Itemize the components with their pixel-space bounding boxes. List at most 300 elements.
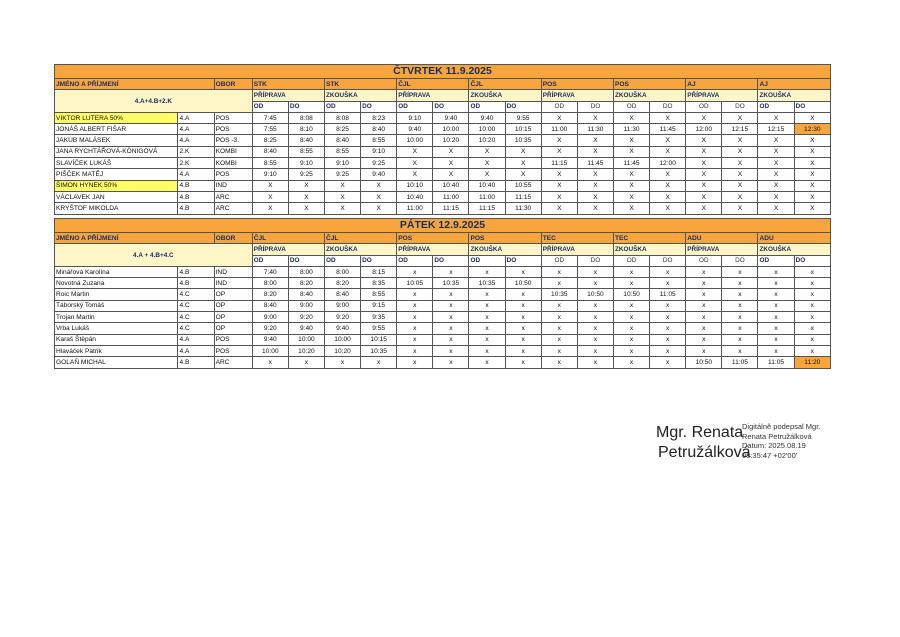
name-column-header: JMÉNO A PŘÍJMENÍ [55,233,215,244]
time-cell: X [613,169,649,180]
time-cell: X [541,146,577,157]
student-class: 4.C [178,300,214,311]
od-header: OD [758,255,794,266]
time-cell: x [541,300,577,311]
time-cell: 8:20 [288,278,324,289]
time-cell: X [361,180,397,191]
time-cell: 8:25 [252,135,288,146]
student-class: 2.K [178,146,214,157]
phase-header: PŘÍPRAVA [686,244,758,255]
student-name: GOLAŇ MICHAL [55,357,178,368]
time-cell: 8:40 [324,289,360,300]
time-cell: x [469,334,505,345]
time-cell: 9:40 [469,112,505,123]
time-cell: 9:25 [361,158,397,169]
student-obor: OP [214,289,252,300]
signature-meta-line: Digitálně podepsal Mgr. [742,422,821,431]
time-cell: 8:55 [324,146,360,157]
time-cell: x [252,357,288,368]
day-title-row [55,219,831,233]
time-cell: 8:08 [288,112,324,123]
student-obor: POS [214,169,252,180]
time-cell: x [433,312,469,323]
time-cell: x [577,312,613,323]
student-row [55,278,831,289]
do-header: DO [288,255,324,266]
od-header: OD [252,101,288,112]
time-cell: 8:00 [252,278,288,289]
time-cell: 12:00 [686,124,722,135]
time-cell: 10:00 [397,135,433,146]
time-cell: 10:15 [361,334,397,345]
student-name: PIŠČEK MATĚJ [55,169,178,180]
student-obor: OP [214,323,252,334]
od-header: OD [397,255,433,266]
student-row [55,169,831,180]
phase-header: PŘÍPRAVA [686,90,758,101]
do-header: DO [505,101,541,112]
time-cell: x [505,345,541,356]
time-cell: X [613,135,649,146]
time-cell: X [288,180,324,191]
time-cell: 10:00 [469,124,505,135]
time-cell: 11:30 [505,203,541,214]
student-name: JANA RYCHTÁŘOVÁ-KÖNIGOVÁ [55,146,178,157]
do-header: DO [577,101,613,112]
subject-header: STK [252,79,324,90]
time-cell: x [794,300,830,311]
student-name: KRYŠTOF MIKOLDA [55,203,178,214]
subject-header: ČJL [324,233,396,244]
student-class: 4.A [178,135,214,146]
time-cell: 8:55 [361,289,397,300]
time-cell: x [541,357,577,368]
time-cell: x [433,345,469,356]
od-header: OD [686,255,722,266]
time-cell: 10:50 [613,289,649,300]
time-cell: x [758,278,794,289]
time-cell: x [686,278,722,289]
time-cell: 11:05 [758,357,794,368]
do-header: DO [505,255,541,266]
time-cell: 10:35 [505,135,541,146]
time-cell: X [541,112,577,123]
od-header: OD [613,101,649,112]
time-cell: x [433,289,469,300]
student-name: VIKTOR LUTERA 50% [55,112,178,123]
time-cell: 12:15 [758,124,794,135]
time-cell: 12:15 [722,124,758,135]
phase-header-row [55,90,831,101]
time-cell: x [722,289,758,300]
time-cell: x [361,357,397,368]
student-obor: OP [214,300,252,311]
time-cell: X [577,169,613,180]
subject-header: POS [541,79,613,90]
time-cell: 10:20 [469,135,505,146]
time-cell: x [686,300,722,311]
od-header: OD [541,101,577,112]
student-row [55,289,831,300]
time-cell: X [541,180,577,191]
student-class: 4.C [178,323,214,334]
time-cell: 9:15 [361,300,397,311]
time-cell: x [613,266,649,277]
time-cell: X [722,135,758,146]
time-cell: x [650,312,686,323]
time-cell: X [650,146,686,157]
phase-header: PŘÍPRAVA [252,244,324,255]
student-name: Roic Martin [55,289,178,300]
time-cell: 9:40 [433,112,469,123]
time-cell: x [758,300,794,311]
time-cell: 11:00 [469,191,505,202]
time-cell: X [794,169,830,180]
time-cell: X [650,203,686,214]
subject-header-row [55,79,831,90]
time-cell: x [541,278,577,289]
time-cell: 8:40 [324,135,360,146]
time-cell: x [686,345,722,356]
time-cell: X [469,146,505,157]
do-header: DO [288,101,324,112]
time-cell: 8:55 [361,135,397,146]
student-row [55,334,831,345]
time-cell: 9:40 [288,323,324,334]
time-cell: 9:10 [324,158,360,169]
time-cell: X [794,191,830,202]
time-cell: x [541,312,577,323]
time-cell: x [397,323,433,334]
time-cell: x [650,357,686,368]
time-cell: x [650,266,686,277]
time-cell: 10:00 [433,124,469,135]
time-cell: x [722,345,758,356]
time-cell: x [577,278,613,289]
phase-header-row [55,244,831,255]
time-cell: 10:20 [433,135,469,146]
do-header: DO [577,255,613,266]
time-cell: x [469,345,505,356]
time-cell: 10:15 [505,124,541,135]
signer-name-line2: Petružálková [658,444,751,461]
time-cell: 8:10 [288,124,324,135]
time-cell: 7:40 [252,266,288,277]
time-cell: X [686,146,722,157]
time-cell: x [577,345,613,356]
time-cell: x [650,345,686,356]
time-cell: X [686,191,722,202]
time-cell: 7:55 [252,124,288,135]
time-cell: X [288,203,324,214]
time-cell: 10:00 [288,334,324,345]
time-cell: 7:45 [252,112,288,123]
student-class: 4.B [178,266,214,277]
student-name: VÁCLAVEK JAN [55,191,178,202]
time-cell: 10:50 [686,357,722,368]
time-cell: x [469,266,505,277]
time-cell: x [794,266,830,277]
time-cell: x [650,334,686,345]
time-cell: 9:40 [252,334,288,345]
time-cell: x [613,278,649,289]
student-row [55,300,831,311]
student-name: Hlaváček Patrik [55,345,178,356]
time-cell: x [794,345,830,356]
time-cell: x [324,357,360,368]
time-cell: X [361,203,397,214]
time-cell: x [541,345,577,356]
time-cell: 10:10 [397,180,433,191]
time-cell: x [758,312,794,323]
do-header: DO [650,255,686,266]
do-header: DO [433,101,469,112]
student-name: Karaš Štěpán [55,334,178,345]
time-cell: x [794,278,830,289]
student-row [55,345,831,356]
od-header: OD [541,255,577,266]
time-cell: X [758,180,794,191]
student-row [55,312,831,323]
subject-header: TEC [613,233,685,244]
subject-header: POS [397,233,469,244]
time-cell: X [433,169,469,180]
time-cell: x [433,300,469,311]
time-cell: 8:40 [288,135,324,146]
time-cell: 10:35 [541,289,577,300]
od-header: OD [324,101,360,112]
time-cell: 8:55 [288,146,324,157]
time-cell: X [469,158,505,169]
time-cell: X [505,146,541,157]
time-cell: X [758,112,794,123]
time-cell: 10:35 [361,345,397,356]
time-cell: X [650,191,686,202]
time-cell: X [686,203,722,214]
od-header: OD [252,255,288,266]
student-name: Trojan Martin [55,312,178,323]
time-cell: X [577,191,613,202]
student-obor: POS [214,334,252,345]
subject-header: STK [324,79,396,90]
time-cell: x [577,266,613,277]
time-cell: x [397,300,433,311]
time-cell: X [613,146,649,157]
time-cell: X [577,180,613,191]
time-cell: x [650,300,686,311]
time-cell: 9:55 [361,323,397,334]
student-class: 4.A [178,345,214,356]
time-cell: X [324,203,360,214]
day-title: ČTVRTEK 11.9.2025 [55,65,831,79]
student-name: Vrba Lukáš [55,323,178,334]
od-header: OD [758,101,794,112]
student-name: Minářová Karolína [55,266,178,277]
time-cell: x [613,345,649,356]
time-cell: x [613,323,649,334]
phase-header: PŘÍPRAVA [541,90,613,101]
day-title: PÁTEK 12.9.2025 [55,219,831,233]
time-cell: x [505,300,541,311]
phase-header: ZKOUŠKA [758,244,831,255]
time-cell: x [758,323,794,334]
time-cell: x [505,334,541,345]
time-cell: X [758,169,794,180]
student-name: JAKUB MALÁSEK [55,135,178,146]
student-class: 4.B [178,203,214,214]
time-cell: X [541,203,577,214]
time-cell: x [686,266,722,277]
time-cell: 10:35 [469,278,505,289]
time-cell: X [650,112,686,123]
time-cell: X [252,180,288,191]
signature-meta-line: Datum: 2025.08.19 [742,441,806,451]
phase-header: ZKOUŠKA [469,244,541,255]
time-cell: x [722,334,758,345]
time-cell: x [505,312,541,323]
subject-header: TEC [541,233,613,244]
time-cell: x [650,323,686,334]
time-cell: x [397,345,433,356]
phase-header: PŘÍPRAVA [252,90,324,101]
time-cell: x [469,289,505,300]
phase-header: PŘÍPRAVA [397,244,469,255]
time-cell: x [288,357,324,368]
time-cell: 9:10 [288,158,324,169]
subject-header: ADU [758,233,831,244]
student-name: ŠIMON HYNEK 50% [55,180,178,191]
subject-header: AJ [686,79,758,90]
time-cell: 9:20 [252,323,288,334]
phase-header: ZKOUŠKA [758,90,831,101]
do-header: DO [794,101,830,112]
time-cell: 10:05 [397,278,433,289]
time-cell: x [397,266,433,277]
phase-header: ZKOUŠKA [469,90,541,101]
time-cell: x [577,334,613,345]
time-cell: 11:15 [541,158,577,169]
time-cell: 11:15 [469,203,505,214]
student-obor: ARC [214,357,252,368]
time-cell: X [324,191,360,202]
od-header: OD [397,101,433,112]
time-cell: X [613,112,649,123]
time-cell: x [686,323,722,334]
student-class: 4.B [178,180,214,191]
time-cell: 8:20 [324,278,360,289]
phase-header: PŘÍPRAVA [541,244,613,255]
time-cell: 11:00 [433,191,469,202]
student-class: 2.K [178,158,214,169]
student-class: 4.B [178,278,214,289]
time-cell: x [397,312,433,323]
time-cell: 10:55 [505,180,541,191]
time-cell: X [758,158,794,169]
time-cell: 9:00 [288,300,324,311]
subject-header: ČJL [252,233,324,244]
time-cell: X [541,135,577,146]
obor-column-header: OBOR [214,79,252,90]
time-cell: 9:00 [324,300,360,311]
od-header: OD [469,255,505,266]
time-cell: 9:10 [252,169,288,180]
time-cell: x [686,312,722,323]
time-cell: X [577,135,613,146]
time-cell: 8:40 [288,289,324,300]
time-cell: x [469,312,505,323]
time-cell: 11:30 [613,124,649,135]
time-cell: X [397,158,433,169]
time-cell: x [577,323,613,334]
phase-header: ZKOUŠKA [613,90,685,101]
student-class: 4.A [178,334,214,345]
time-cell: X [650,180,686,191]
subject-header: ČJL [397,79,469,90]
name-column-header: JMÉNO A PŘÍJMENÍ [55,79,215,90]
time-cell: x [722,300,758,311]
do-header: DO [722,101,758,112]
time-cell: 9:00 [252,312,288,323]
od-header: OD [469,101,505,112]
time-cell: 12:30 [794,124,830,135]
time-cell: X [722,169,758,180]
time-cell: X [650,169,686,180]
day-title-row [55,65,831,79]
time-cell: X [541,191,577,202]
student-class: 4.B [178,191,214,202]
do-header: DO [722,255,758,266]
time-cell: x [505,323,541,334]
time-cell: 11:45 [577,158,613,169]
time-cell: 9:55 [505,112,541,123]
subject-header: POS [469,233,541,244]
student-class: 4.C [178,289,214,300]
time-cell: x [541,334,577,345]
time-cell: x [433,357,469,368]
time-cell: X [650,135,686,146]
time-cell: X [577,146,613,157]
time-cell: X [794,112,830,123]
time-cell: 11:00 [541,124,577,135]
time-cell: x [722,323,758,334]
signature-metadata [742,422,820,460]
student-obor: POS [214,345,252,356]
do-header: DO [650,101,686,112]
phase-header: PŘÍPRAVA [397,90,469,101]
time-cell: 9:20 [288,312,324,323]
time-cell: X [722,180,758,191]
time-cell: X [794,158,830,169]
student-row [55,203,831,214]
time-cell: x [397,334,433,345]
time-cell: 10:35 [433,278,469,289]
time-cell: x [397,289,433,300]
time-cell: X [613,203,649,214]
time-cell: x [577,357,613,368]
time-cell: 9:40 [361,169,397,180]
student-obor: POS [214,124,252,135]
od-header: OD [686,101,722,112]
time-cell: x [758,345,794,356]
time-cell: x [541,266,577,277]
time-cell: X [758,191,794,202]
subject-header: POS [613,79,685,90]
time-cell: X [794,180,830,191]
time-cell: x [650,278,686,289]
time-cell: 11:30 [577,124,613,135]
time-cell: 10:50 [577,289,613,300]
time-cell: x [613,300,649,311]
